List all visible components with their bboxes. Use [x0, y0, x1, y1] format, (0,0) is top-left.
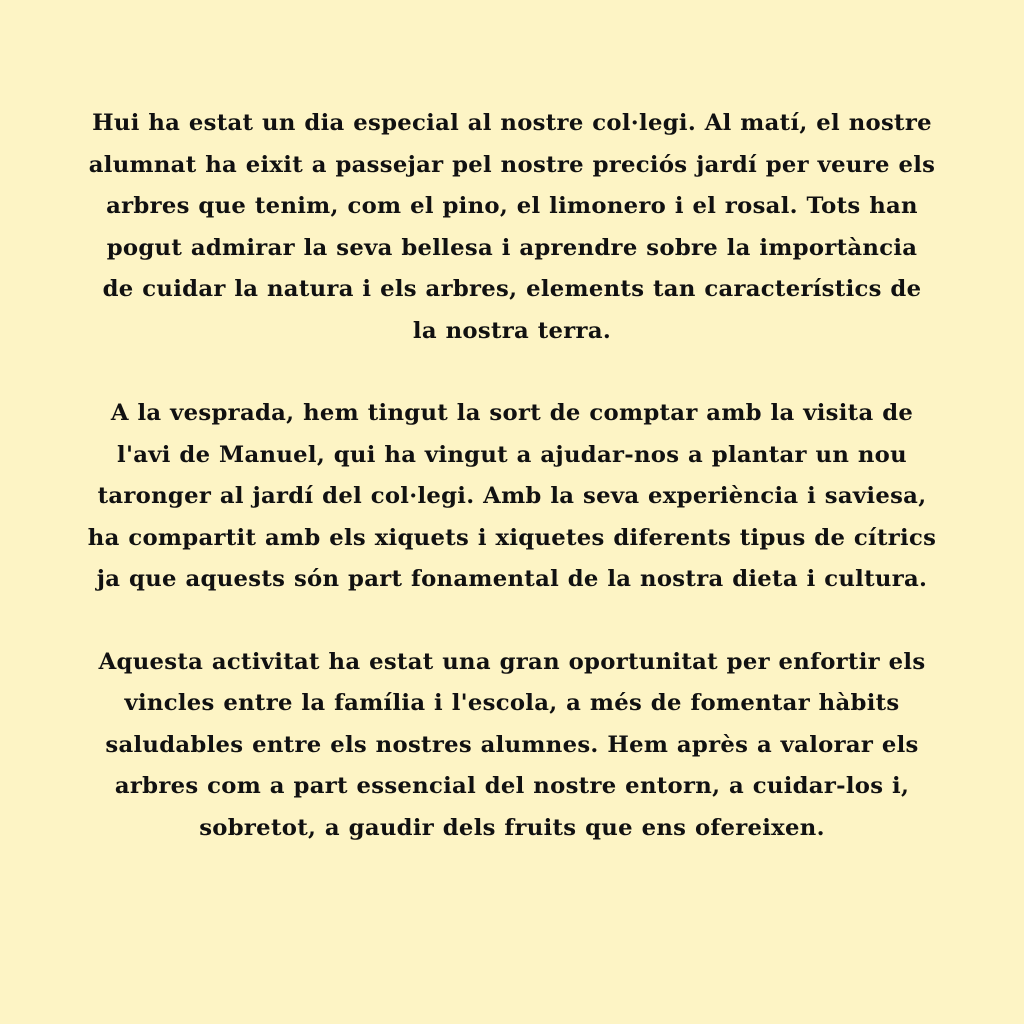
post-text — [0, 103, 1024, 849]
paragraph-spacer — [0, 601, 1024, 642]
paragraph-morning — [0, 103, 1024, 352]
text-line: la nostra terra. — [412, 317, 612, 344]
text-line: arbres que tenim, com el pino, el limonero i el rosal. Tots han — [106, 193, 918, 219]
text-line: pogut admirar la seva bellesa i aprendre sobre la importància — [106, 234, 918, 261]
text-line: taronger al jardí del col·legi. Amb la seva experiència i saviesa, — [97, 483, 927, 509]
text-line: ha compartit amb els xiquets i xiquetes diferents tipus de cítrics — [87, 524, 937, 551]
paragraph-conclusion — [0, 642, 1024, 850]
text-line: A la vesprada, hem tingut la sort de comptar amb la visita de — [110, 400, 914, 426]
paragraph-spacer — [0, 352, 1024, 393]
text-line: saludables entre els nostres alumnes. Hem après a valorar els — [105, 731, 919, 758]
text-line: Aquesta activitat ha estat una gran oportunitat per enfortir els — [98, 648, 926, 675]
text-line: l'avi de Manuel, qui ha vingut a ajudar-nos a plantar un nou — [117, 441, 907, 468]
text-line: Hui ha estat un dia especial al nostre col·legi. Al matí, el nostre — [92, 110, 932, 136]
text-line: sobretot, a gaudir dels fruits que ens ofereixen. — [199, 814, 825, 841]
text-line: ja que aquests són part fonamental de la nostra dieta i cultura. — [96, 566, 928, 592]
text-line: de cuidar la natura i els arbres, elements tan característics de — [102, 276, 922, 302]
text-line: alumnat ha eixit a passejar pel nostre preciós jardí per veure els — [88, 151, 936, 178]
text-line: vincles entre la família i l'escola, a més de fomentar hàbits — [124, 690, 900, 716]
text-line: arbres com a part essencial del nostre entorn, a cuidar-los i, — [114, 773, 910, 799]
paragraph-afternoon — [0, 393, 1024, 601]
